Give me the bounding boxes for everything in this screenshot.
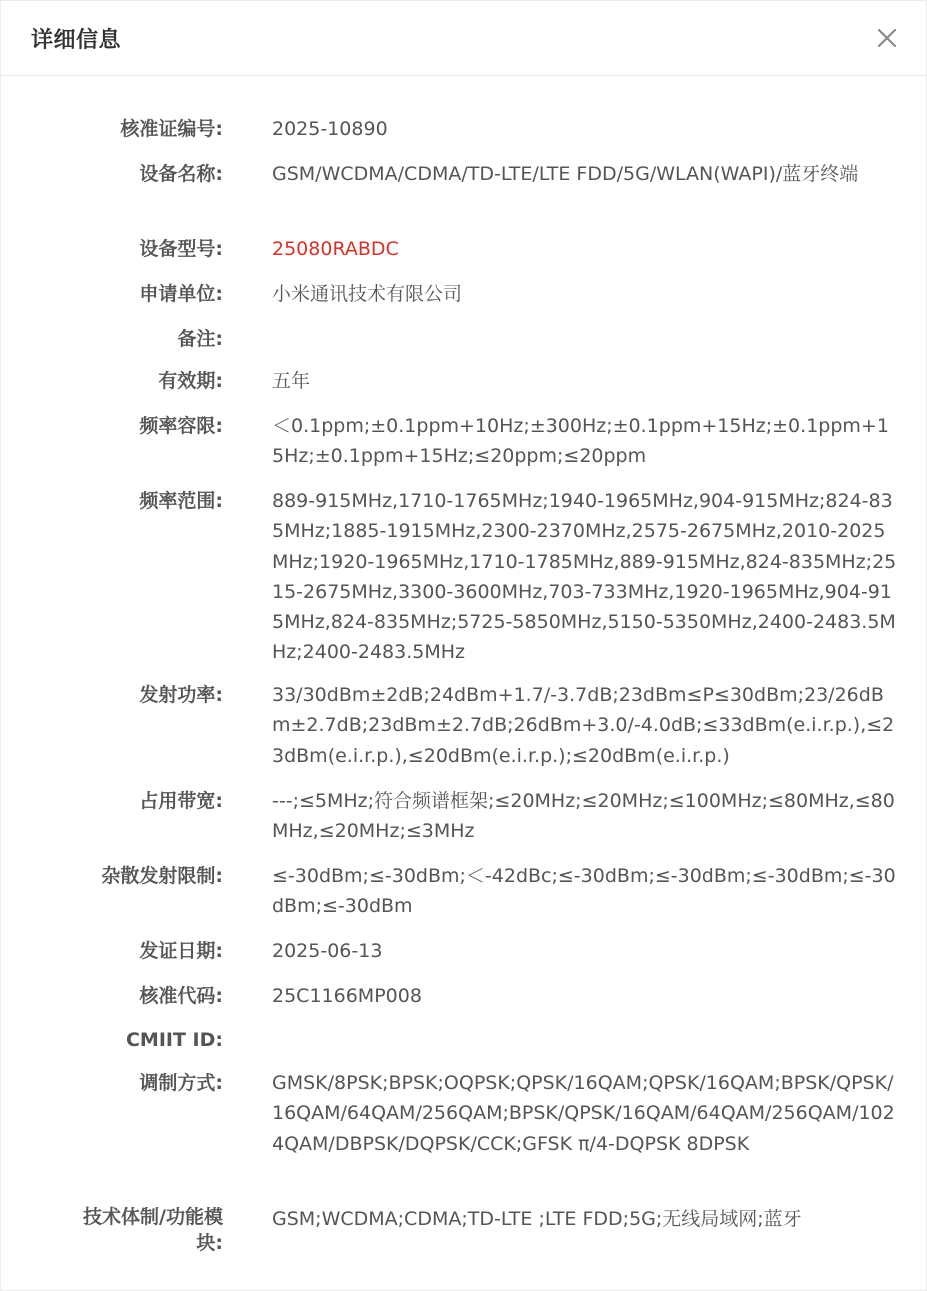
field-label: 频率范围: xyxy=(139,490,223,512)
field-value: 小米通讯技术有限公司 xyxy=(272,283,463,305)
field-value: ---;≤5MHz;符合频谱框架;≤20MHz;≤20MHz;≤100MHz;≤80MHz,≤80MHz,≤20MHz;≤3MHz xyxy=(272,790,895,843)
field-value: ≤-30dBm;≤-30dBm;＜-42dBc;≤-30dBm;≤-30dBm;≤-30dBm;≤-30dBm;≤-30dBm xyxy=(272,865,896,918)
close-icon[interactable] xyxy=(874,25,900,51)
field-label: 频率容限: xyxy=(139,415,223,437)
field-label: 发射功率: xyxy=(139,684,223,706)
field-value: 33/30dBm±2dB;24dBm+1.7/-3.7dB;23dBm≤P≤30dBm;23/26dBm±2.7dB;23dBm±2.7dB;26dBm+3.0/-4.0dB;≤33dBm(e.i.r.p.),≤23dBm(e.i.r.p.),≤20dBm(e.i.r.p.);≤20dBm(e.i.r.p.) xyxy=(272,684,895,767)
field-label: 调制方式: xyxy=(139,1072,223,1094)
field-value: GSM;WCDMA;CDMA;TD-LTE ;LTE FDD;5G;无线局域网;蓝牙 xyxy=(272,1208,802,1230)
field-value: GSM/WCDMA/CDMA/TD-LTE/LTE FDD/5G/WLAN(WAPI)/蓝牙终端 xyxy=(272,163,859,185)
field-value-highlight: 25080RABDC xyxy=(272,238,399,260)
field-label: 设备名称: xyxy=(139,163,223,185)
field-label: 杂散发射限制: xyxy=(101,865,223,887)
dialog-title: 详细信息 xyxy=(31,28,122,53)
field-value: ＜0.1ppm;±0.1ppm+10Hz;±300Hz;±0.1ppm+15Hz;±0.1ppm+15Hz;±0.1ppm+15Hz;≤20ppm;≤20ppm xyxy=(272,415,889,468)
field-label: 有效期: xyxy=(158,370,223,392)
field-label: 备注: xyxy=(177,328,223,350)
dialog-header xyxy=(1,1,926,76)
field-value: 2025-06-13 xyxy=(272,940,383,962)
close-button[interactable] xyxy=(874,25,900,51)
field-label: CMIIT ID: xyxy=(125,1029,223,1051)
field-label: 核准代码: xyxy=(139,985,223,1007)
field-value: GMSK/8PSK;BPSK;OQPSK;QPSK/16QAM;QPSK/16QAM;BPSK/QPSK/16QAM/64QAM/256QAM;BPSK/QPSK/16QAM/64QAM/256QAM/1024QAM/DBPSK/DQPSK/CCK;GFSK π/4-DQPSK 8DPSK xyxy=(272,1072,895,1155)
field-value: 889-915MHz,1710-1765MHz;1940-1965MHz,904-915MHz;824-835MHz;1885-1915MHz,2300-2370MHz,2575-2675MHz,2010-2025MHz;1920-1965MHz,1710-1785MHz,889-915MHz,824-835MHz;2515-2675MHz,3300-3600MHz,703-733MHz,1920-1965MHz,904-915MHz,824-835MHz;5725-5850MHz,5150-5350MHz,2400-2483.5MHz;2400-2483.5MHz xyxy=(272,490,897,664)
field-value: 2025-10890 xyxy=(272,118,388,140)
field-label: 占用带宽: xyxy=(139,790,223,812)
field-label: 核准证编号: xyxy=(120,118,223,140)
field-value: 五年 xyxy=(272,370,311,392)
field-label: 设备型号: xyxy=(139,238,223,260)
field-label: 申请单位: xyxy=(139,283,223,305)
field-label: 技术体制/功能模块: xyxy=(83,1206,223,1254)
field-value: 25C1166MP008 xyxy=(272,985,422,1007)
field-label: 发证日期: xyxy=(139,940,223,962)
